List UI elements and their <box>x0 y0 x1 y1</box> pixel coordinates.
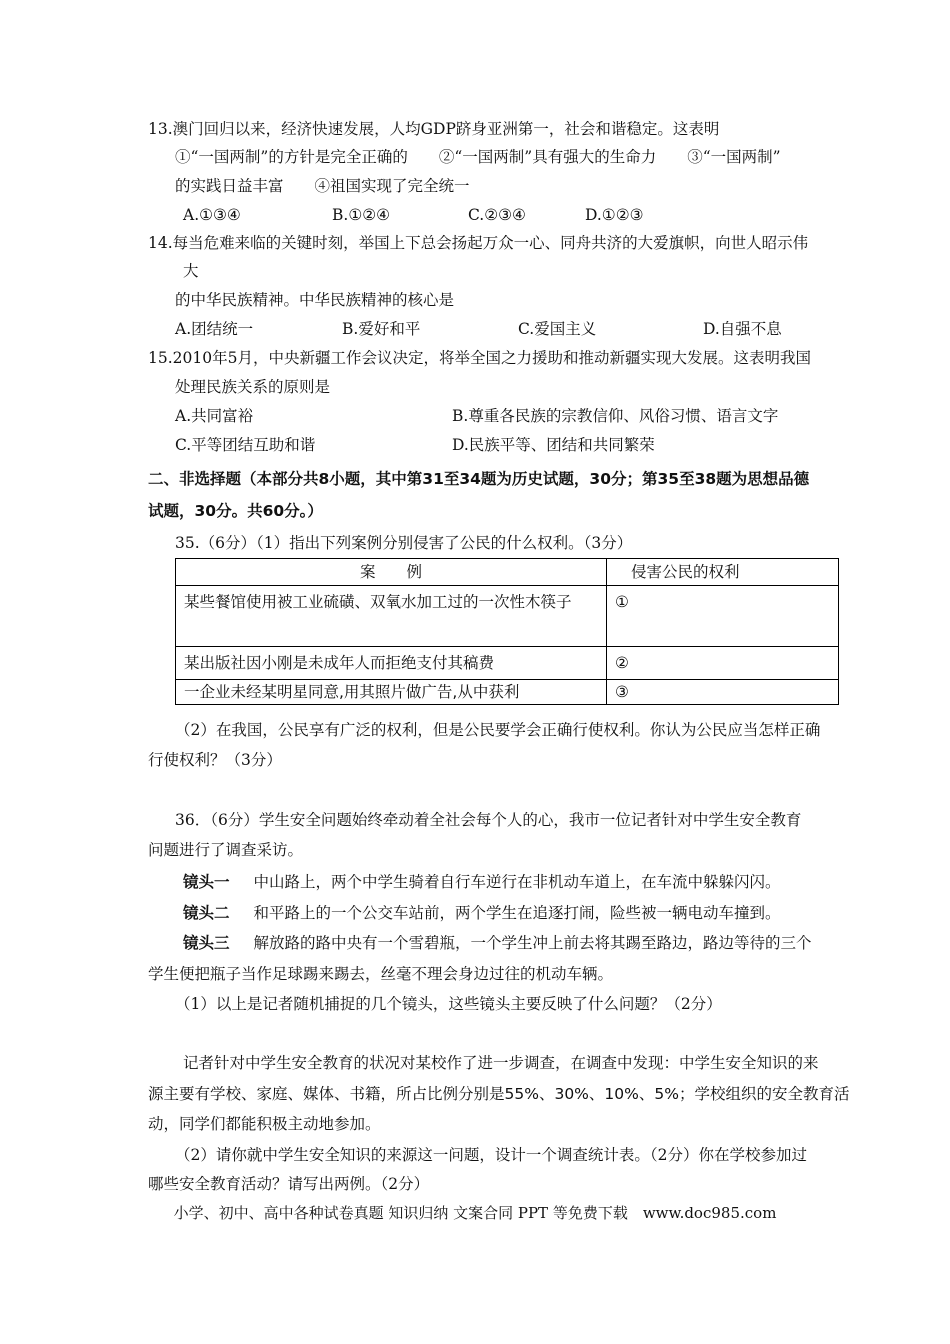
q13-statements-line2: 的实践日益丰富 ④祖国实现了完全统一 <box>175 177 470 195</box>
q15-stem-cont: 处理民族关系的原则是 <box>175 378 331 396</box>
q15-stem: 15.2010年5月，中央新疆工作会议决定，将举全国之力援助和推动新疆实现大发展。这表明我国 <box>148 349 811 367</box>
shot-text: 解放路的路中央有一个雪碧瓶，一个学生冲上前去将其踢至路边，路边等待的三个 <box>253 934 812 952</box>
right-cell: ③ <box>607 680 839 705</box>
right-cell: ② <box>607 647 839 680</box>
rights-table-header <box>176 559 839 586</box>
q36-part2-line1: （2）请你就中学生安全知识的来源这一问题，设计一个调查统计表。（2分）你在学校参加过 <box>175 1146 807 1164</box>
q13-option-a: A.①③④ <box>183 206 241 224</box>
q36-part1: （1）以上是记者随机捕捉的几个镜头，这些镜头主要反映了什么问题？（2分） <box>175 995 722 1013</box>
right-cell: ① <box>607 586 839 647</box>
section2-heading-line1: 二、非选择题（本部分共8小题，其中第31至34题为历史试题，30分；第35至38题为思想品德 <box>148 470 810 488</box>
shot-2 <box>183 903 781 923</box>
q35-part2-line1: （2）在我国，公民享有广泛的权利，但是公民要学会正确行使权利。你认为公民应当怎样正确 <box>175 721 821 739</box>
case-cell: 某些餐馆使用被工业硫磺、双氧水加工过的一次性木筷子 <box>176 586 607 647</box>
q36-intro-line1: 36．（6分）学生安全问题始终牵动着全社会每个人的心，我市一位记者针对中学生安全教育 <box>175 811 802 829</box>
q36-survey-line3: 动，同学们都能积极主动地参加。 <box>148 1115 381 1133</box>
q13-statements-line1: ①“一国两制”的方针是完全正确的 ②“一国两制”具有强大的生命力 ③“一国两制” <box>175 148 781 166</box>
q13-option-c: C.②③④ <box>468 206 526 224</box>
shot-text: 中山路上，两个中学生骑着自行车逆行在非机动车道上，在车流中躲躲闪闪。 <box>253 873 781 891</box>
q14-option-d: D.自强不息 <box>703 320 782 338</box>
q14-option-c: C.爱国主义 <box>518 320 597 338</box>
footer-download-note: 小学、初中、高中各种试卷真题 知识归纳 文案合同 PPT 等免费下载 www.doc985.com <box>173 1204 777 1222</box>
q35-part2-line2: 行使权利？（3分） <box>148 751 282 769</box>
shot-text: 和平路上的一个公交车站前，两个学生在追逐打闹，险些被一辆电动车撞到。 <box>253 904 781 922</box>
q36-survey-line1: 记者针对中学生安全教育的状况对某校作了进一步调查，在调查中发现：中学生安全知识的来 <box>183 1054 819 1072</box>
q14-option-b: B.爱好和平 <box>342 320 421 338</box>
shot-label: 镜头二 <box>183 904 230 922</box>
section2-heading-line2: 试题，30分。共60分。） <box>148 502 323 520</box>
q14-option-a: A.团结统一 <box>175 320 254 338</box>
table-row <box>176 586 839 647</box>
q13-option-d: D.①②③ <box>585 206 644 224</box>
q36-part2-line2: 哪些安全教育活动？请写出两例。（2分） <box>148 1175 430 1193</box>
case-cell: 一企业未经某明星同意,用其照片做广告,从中获利 <box>176 680 607 705</box>
header-case: 案 例 <box>176 559 607 586</box>
shot-3-cont: 学生便把瓶子当作足球踢来踢去，丝毫不理会身边过往的机动车辆。 <box>148 965 614 983</box>
q14-stem-wrap: 大 <box>183 262 199 280</box>
shot-1 <box>183 872 781 892</box>
q14-stem: 14.每当危难来临的关键时刻，举国上下总会扬起万众一心、同舟共济的大爱旗帜，向世人昭示伟 <box>148 234 809 252</box>
q13-stem: 13.澳门回归以来，经济快速发展，人均GDP跻身亚洲第一，社会和谐稳定。这表明 <box>148 120 720 138</box>
q36-survey-line2: 源主要有学校、家庭、媒体、书籍，所占比例分别是55%、30%、10%、5%；学校组织的安全教育活 <box>148 1085 850 1103</box>
q15-option-d: D.民族平等、团结和共同繁荣 <box>452 436 655 454</box>
q36-intro-line2: 问题进行了调查采访。 <box>148 841 304 859</box>
shot-3 <box>183 933 812 953</box>
case-cell: 某出版社因小刚是未成年人而拒绝支付其稿费 <box>176 647 607 680</box>
shot-label: 镜头三 <box>183 934 230 952</box>
q13-option-b: B.①②④ <box>332 206 391 224</box>
q15-option-c: C.平等团结互助和谐 <box>175 436 316 454</box>
shot-label: 镜头一 <box>183 873 230 891</box>
rights-table <box>175 558 839 705</box>
q15-option-a: A.共同富裕 <box>175 407 254 425</box>
header-right: 侵害公民的权利 <box>607 559 839 586</box>
q14-stem-cont: 的中华民族精神。中华民族精神的核心是 <box>175 291 455 309</box>
q15-option-b: B.尊重各民族的宗教信仰、风俗习惯、语言文字 <box>452 407 779 425</box>
table-row <box>176 680 839 705</box>
table-row <box>176 647 839 680</box>
q35-intro: 35.（6分）（1）指出下列案例分别侵害了公民的什么权利。（3分） <box>175 534 633 552</box>
